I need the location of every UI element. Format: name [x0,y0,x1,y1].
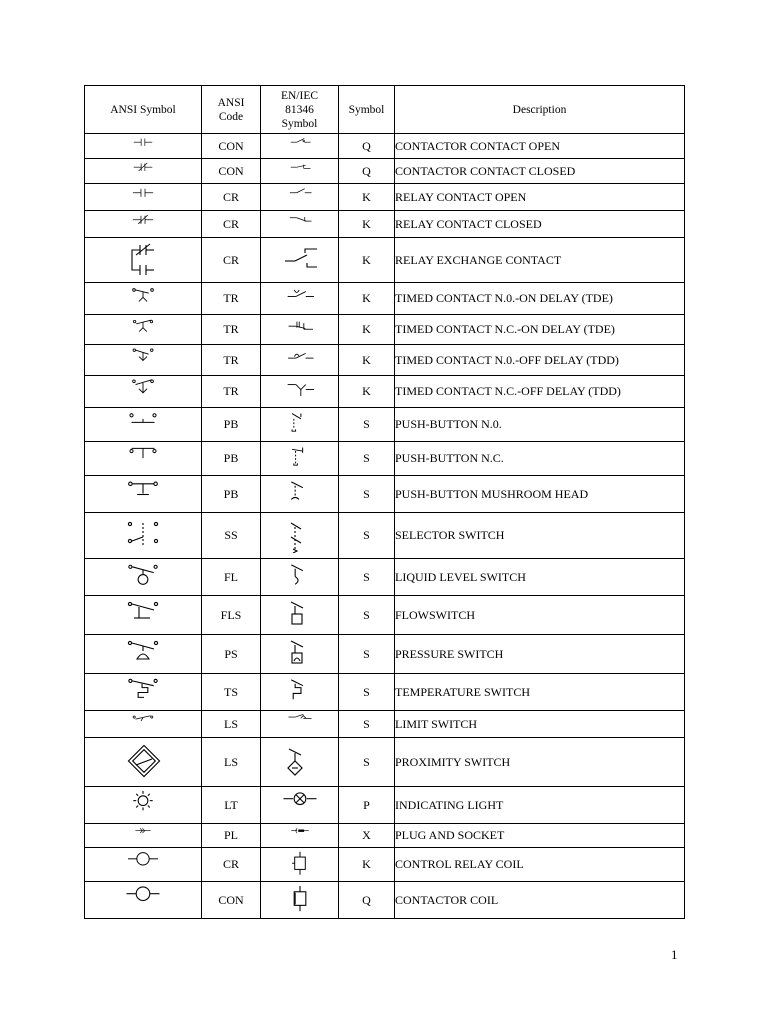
timed-no-off-iec-icon [281,347,319,374]
ansi-code-cell [202,408,261,442]
timed-nc-off-iec-icon [281,378,319,406]
table-row [85,787,685,824]
symbol-letter: S [363,716,370,731]
description-cell [395,315,685,345]
ansi-code: PB [223,451,239,465]
header-symbol-text: Symbol [348,103,385,116]
ansi-code: TR [223,322,239,336]
ansi-code-cell [202,211,261,238]
ansi-code: TR [223,384,239,398]
ansi-code-cell [202,283,261,315]
ansi-code-cell [202,738,261,787]
symbol-letter-cell [339,134,395,159]
symbol-letter-cell [339,238,395,283]
symbol-letter: K [362,322,371,336]
pushbutton-mushroom-iec-icon [281,478,319,511]
ansi-symbol-cell [85,711,202,738]
contact-nc-icon [124,213,162,236]
ansi-code: FLS [220,607,242,622]
ansi-code-cell [202,596,261,635]
ansi-symbol-cell [85,596,202,635]
page-number: 1 [671,947,678,962]
description: CONTACTOR CONTACT CLOSED [395,163,576,178]
plug-socket-icon [124,826,162,846]
description: PROXIMITY SWITCH [395,754,511,769]
selector-switch-iec-icon [281,519,319,553]
ansi-code-cell [202,345,261,376]
symbol-letter: Q [362,138,371,153]
indicating-light-iec-icon [281,789,319,822]
ansi-code-cell [202,184,261,211]
description: CONTACTOR COIL [395,892,499,907]
symbol-letter-cell [339,408,395,442]
header-ansi-code [202,86,261,134]
contact-no-icon [124,136,162,157]
description-cell [395,476,685,513]
ansi-code-cell [202,442,261,476]
relay-nc-iec-icon [281,213,319,236]
symbol-letter: S [363,754,370,769]
ansi-code: CR [222,857,239,871]
ansi-code-cell [202,882,261,919]
symbol-letter: K [362,216,371,231]
symbol-letter-cell [339,184,395,211]
coil-icon [124,850,162,880]
ansi-code: CON [218,138,244,153]
temperature-switch-icon [124,676,162,709]
ansi-code: LS [223,716,238,731]
iec-symbol-cell [261,882,339,919]
pressure-switch-icon [124,637,162,671]
table-row [85,674,685,711]
symbol-letter: K [362,384,371,398]
iec-symbol-cell [261,596,339,635]
ansi-symbol-cell [85,824,202,848]
flow-switch-icon [124,598,162,632]
description: TIMED CONTACT N.C.-ON DELAY (TDE) [395,322,615,336]
symbol-letter-cell [339,442,395,476]
symbol-letter-cell [339,711,395,738]
pushbutton-mushroom-icon [124,478,162,511]
symbol-letter-cell [339,738,395,787]
description: RELAY CONTACT OPEN [395,189,527,204]
header-description-text: Description [512,103,567,116]
description-cell [395,442,685,476]
symbol-letter-cell [339,376,395,408]
ansi-code-cell [202,848,261,882]
table-row [85,513,685,559]
iec-symbol-cell [261,559,339,596]
ansi-code: TR [223,291,239,305]
timed-nc-on-icon [124,317,162,343]
coil-icon [124,884,162,917]
symbol-letter: K [362,291,371,305]
table-row [85,848,685,882]
description: CONTACTOR CONTACT OPEN [395,138,560,153]
ansi-code-cell [202,315,261,345]
limit-switch-icon [124,713,162,736]
ansi-symbol-cell [85,211,202,238]
iec-symbol-cell [261,738,339,787]
timed-nc-on-iec-icon [281,317,319,343]
table-row [85,738,685,787]
pushbutton-nc-iec-icon [281,444,319,474]
flow-switch-iec-icon [281,598,319,632]
iec-symbol-cell [261,211,339,238]
symbol-letter: K [362,252,371,267]
ansi-code: PS [224,646,238,661]
ansi-symbol-cell [85,559,202,596]
liquid-level-icon [124,561,162,594]
symbol-letter-cell [339,559,395,596]
symbol-letter-cell [339,787,395,824]
symbol-letter-cell [339,345,395,376]
table-row [85,559,685,596]
description-cell [395,787,685,824]
description-cell [395,882,685,919]
symbol-letter: S [363,528,370,542]
iec-symbol-cell [261,376,339,408]
description: TEMPERATURE SWITCH [395,684,530,699]
exchange-iec-icon [281,243,319,277]
description: FLOWSWITCH [395,607,475,622]
ansi-symbol-cell [85,376,202,408]
iec-symbol-cell [261,824,339,848]
description-cell [395,238,685,283]
iec-symbol-cell [261,134,339,159]
iec-symbol-cell [261,159,339,184]
description-cell [395,513,685,559]
description: PUSH-BUTTON N.0. [395,417,502,431]
symbol-letter-cell [339,476,395,513]
description-cell [395,824,685,848]
symbol-table [84,85,685,919]
ansi-code: TS [223,684,238,699]
ansi-symbol-cell [85,787,202,824]
ansi-symbol-cell [85,442,202,476]
description: RELAY CONTACT CLOSED [395,216,542,231]
description: TIMED CONTACT N.0.-ON DELAY (TDE) [395,291,613,305]
iec-symbol-cell [261,711,339,738]
contactor-nc-iec-icon [281,161,319,182]
ansi-symbol-cell [85,283,202,315]
timed-nc-off-icon [124,378,162,406]
ansi-symbol-cell [85,159,202,184]
ansi-code-cell [202,787,261,824]
timed-no-on-iec-icon [281,285,319,313]
table-row [85,238,685,283]
description: RELAY EXCHANGE CONTACT [395,252,562,267]
contact-no-icon [124,186,162,209]
ansi-code-cell [202,824,261,848]
table-row [85,315,685,345]
table-row [85,211,685,238]
table-row [85,882,685,919]
iec-symbol-cell [261,787,339,824]
selector-switch-icon [124,519,162,553]
symbol-letter: S [363,646,370,661]
symbol-letter: Q [362,892,371,907]
iec-symbol-cell [261,345,339,376]
description-cell [395,376,685,408]
ansi-symbol-cell [85,882,202,919]
symbol-letter-cell [339,882,395,919]
limit-switch-iec-icon [281,713,319,736]
symbol-letter: P [363,797,370,812]
iec-symbol-cell [261,283,339,315]
ansi-code: LT [224,797,238,812]
table-row [85,345,685,376]
ansi-symbol-cell [85,345,202,376]
symbol-letter: S [363,607,370,622]
iec-symbol-cell [261,238,339,283]
description-cell [395,184,685,211]
table-row [85,596,685,635]
iec-symbol-cell [261,476,339,513]
ansi-code: CR [222,216,239,231]
symbol-letter: S [363,569,370,584]
symbol-letter: S [363,451,370,465]
ansi-code-cell [202,674,261,711]
ansi-symbol-cell [85,674,202,711]
table-row [85,442,685,476]
ansi-code: FL [223,569,238,584]
table-row [85,184,685,211]
contactor-coil-iec-icon [281,884,319,917]
ansi-code-cell [202,238,261,283]
ansi-code: CON [218,892,244,907]
iec-symbol-cell [261,315,339,345]
ansi-code: CR [222,189,239,204]
symbol-letter-cell [339,848,395,882]
indicating-light-icon [124,789,162,822]
iec-symbol-cell [261,513,339,559]
description: CONTROL RELAY COIL [395,857,524,871]
exchange-contact-icon [124,243,162,277]
symbol-letter: S [363,486,370,501]
ansi-code: PL [223,828,238,842]
ansi-code: CON [218,163,244,178]
contactor-no-iec-icon [281,136,319,157]
ansi-symbol-cell [85,476,202,513]
timed-no-off-icon [124,347,162,374]
description-cell [395,738,685,787]
symbol-letter: K [362,857,371,871]
symbol-letter-cell [339,513,395,559]
iec-symbol-cell [261,442,339,476]
relay-no-iec-icon [281,186,319,209]
header-description [395,86,685,134]
table-row [85,159,685,184]
pressure-switch-iec-icon [281,637,319,671]
description: LIQUID LEVEL SWITCH [395,569,526,584]
symbol-letter: Q [362,163,371,178]
symbol-letter-cell [339,674,395,711]
header-ansi-code-line1: ANSI [217,96,245,109]
ansi-symbol-cell [85,848,202,882]
iec-symbol-cell [261,184,339,211]
description-cell [395,559,685,596]
ansi-symbol-cell [85,738,202,787]
ansi-symbol-cell [85,238,202,283]
relay-coil-iec-icon [281,850,319,880]
plug-socket-iec-icon [281,826,319,846]
pushbutton-no-iec-icon [281,410,319,440]
description: PRESSURE SWITCH [395,646,504,661]
table-row [85,476,685,513]
description: SELECTOR SWITCH [395,528,505,542]
iec-symbol-cell [261,674,339,711]
table-row [85,134,685,159]
iec-symbol-cell [261,848,339,882]
liquid-level-iec-icon [281,561,319,594]
header-iec-line3: Symbol [281,117,318,130]
pushbutton-no-icon [124,410,162,440]
header-iec-symbol [261,86,339,134]
description: INDICATING LIGHT [395,797,504,812]
symbol-letter: S [363,417,370,431]
ansi-code-cell [202,711,261,738]
description: LIMIT SWITCH [395,716,478,731]
description: PUSH-BUTTON N.C. [395,451,504,465]
ansi-code: LS [223,754,238,769]
symbol-letter: X [362,828,371,842]
symbol-letter-cell [339,159,395,184]
description: TIMED CONTACT N.C.-OFF DELAY (TDD) [395,384,621,398]
symbol-letter-cell [339,315,395,345]
description-cell [395,159,685,184]
pushbutton-nc-icon [124,444,162,474]
table-row [85,711,685,738]
description: PLUG AND SOCKET [395,828,505,842]
iec-symbol-cell [261,408,339,442]
symbol-letter-cell [339,211,395,238]
ansi-symbol-cell [85,315,202,345]
description-cell [395,408,685,442]
ansi-code-cell [202,635,261,674]
symbol-letter: K [362,189,371,204]
symbol-letter-cell [339,283,395,315]
ansi-symbol-cell [85,134,202,159]
timed-no-on-icon [124,285,162,313]
ansi-code: PB [223,417,239,431]
table-row [85,408,685,442]
ansi-code: TR [223,352,239,367]
table-row [85,283,685,315]
ansi-code: PB [223,486,239,501]
ansi-code-cell [202,513,261,559]
header-iec-line2: 81346 [285,103,314,116]
ansi-code: CR [222,252,239,267]
description-cell [395,596,685,635]
description: TIMED CONTACT N.0.-OFF DELAY (TDD) [395,352,619,367]
ansi-symbol-cell [85,635,202,674]
symbol-letter: K [362,352,371,367]
ansi-symbol-cell [85,408,202,442]
header-ansi-symbol [85,86,202,134]
symbol-letter-cell [339,635,395,674]
description-cell [395,711,685,738]
description-cell [395,345,685,376]
table-row [85,635,685,674]
header-ansi-code-line2: Code [218,110,244,123]
proximity-switch-iec-icon [281,745,319,779]
ansi-code-cell [202,559,261,596]
header-ansi-symbol-text: ANSI Symbol [110,103,176,116]
description-cell [395,283,685,315]
description-cell [395,211,685,238]
ansi-code-cell [202,376,261,408]
ansi-symbol-cell [85,184,202,211]
proximity-switch-icon [124,745,162,779]
ansi-code: SS [224,528,238,542]
table-row [85,376,685,408]
symbol-letter-cell [339,824,395,848]
header-iec-line1: EN/IEC [280,89,319,102]
symbol-letter: S [363,684,370,699]
description-cell [395,134,685,159]
description-cell [395,674,685,711]
description-cell [395,635,685,674]
table-row [85,824,685,848]
temperature-switch-iec-icon [281,676,319,709]
ansi-code-cell [202,134,261,159]
ansi-symbol-cell [85,513,202,559]
description: PUSH-BUTTON MUSHROOM HEAD [395,486,589,501]
iec-symbol-cell [261,635,339,674]
header-row [85,86,685,134]
ansi-code-cell [202,476,261,513]
header-symbol [339,86,395,134]
symbol-letter-cell [339,596,395,635]
contact-nc-icon [124,161,162,182]
description-cell [395,848,685,882]
ansi-code-cell [202,159,261,184]
